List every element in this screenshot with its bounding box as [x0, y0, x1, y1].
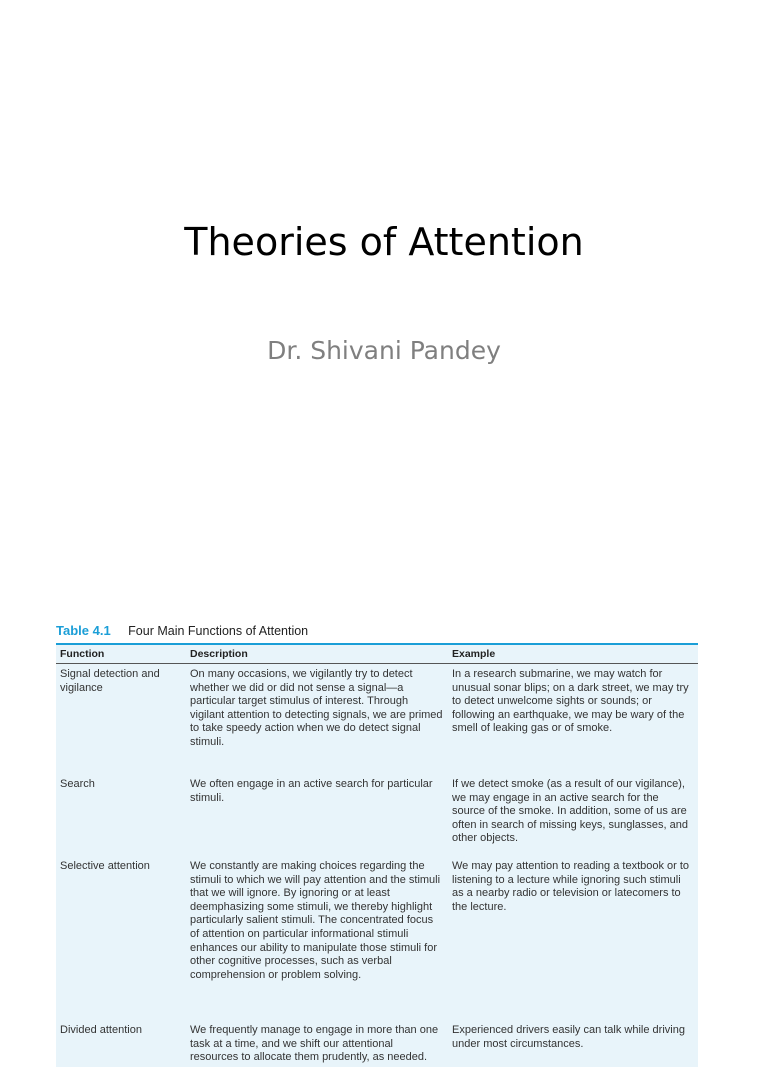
cell-example: Experienced drivers easily can talk while driving under most circumstances.	[452, 1024, 685, 1050]
header-function: Function	[56, 645, 186, 664]
cell-function: Search	[60, 778, 95, 790]
slide-subtitle: Dr. Shivani Pandey	[267, 336, 501, 365]
slide-title: Theories of Attention	[184, 220, 584, 264]
cell-function: Selective attention	[60, 860, 150, 872]
cell-function: Divided attention	[60, 1024, 142, 1036]
cell-description: On many occasions, we vigilantly try to detect whether we did or did not sense a signal—a particular target stimulus of interest. Through vigilant attention to detecting signals, we are primed to take speedy action when we do detect signal stimuli.	[190, 668, 443, 748]
functions-table	[56, 645, 698, 1067]
cell-example: If we detect smoke (as a result of our vigilance), we may engage in an active search for the source of the smoke. In addition, some of us are often in search of missing keys, sunglasses, and other objects.	[452, 778, 689, 845]
table-row	[56, 774, 698, 856]
table-caption	[56, 620, 698, 642]
cell-description: We often engage in an active search for particular stimuli.	[190, 778, 433, 804]
cell-example: We may pay attention to reading a textbook or to listening to a lecture while ignoring such stimuli as a nearby radio or television or latecomers to the lecture.	[452, 860, 690, 913]
table-header-row	[56, 645, 698, 664]
table-caption-label: Table 4.1	[56, 623, 111, 638]
table-row	[56, 664, 698, 775]
table-row	[56, 856, 698, 1020]
cell-description: We constantly are making choices regarding the stimuli to which we will pay attention and the stimuli that we will ignore. By ignoring or at least deemphasizing some stimuli, we thereby highlight particularly salient stimuli. The concentrated focus of attention on particular informational stimuli enhances our ability to manipulate those stimuli for other cognitive processes, such as verbal comprehension or problem solving.	[190, 860, 441, 981]
table-figure	[56, 620, 698, 1064]
table-caption-text: Four Main Functions of Attention	[128, 624, 309, 638]
header-example: Example	[448, 645, 698, 664]
cell-description: We frequently manage to engage in more than one task at a time, and we shift our attentional resources to allocate them prudently, as needed.	[190, 1024, 439, 1064]
header-description: Description	[186, 645, 448, 664]
table-row	[56, 1020, 698, 1067]
cell-function: Signal detection and vigilance	[60, 668, 160, 694]
cell-example: In a research submarine, we may watch for unusual sonar blips; on a dark street, we may try to detect unwelcome sights or sounds; or following an earthquake, we may be wary of the smell of leaking gas or of smoke.	[452, 668, 689, 735]
